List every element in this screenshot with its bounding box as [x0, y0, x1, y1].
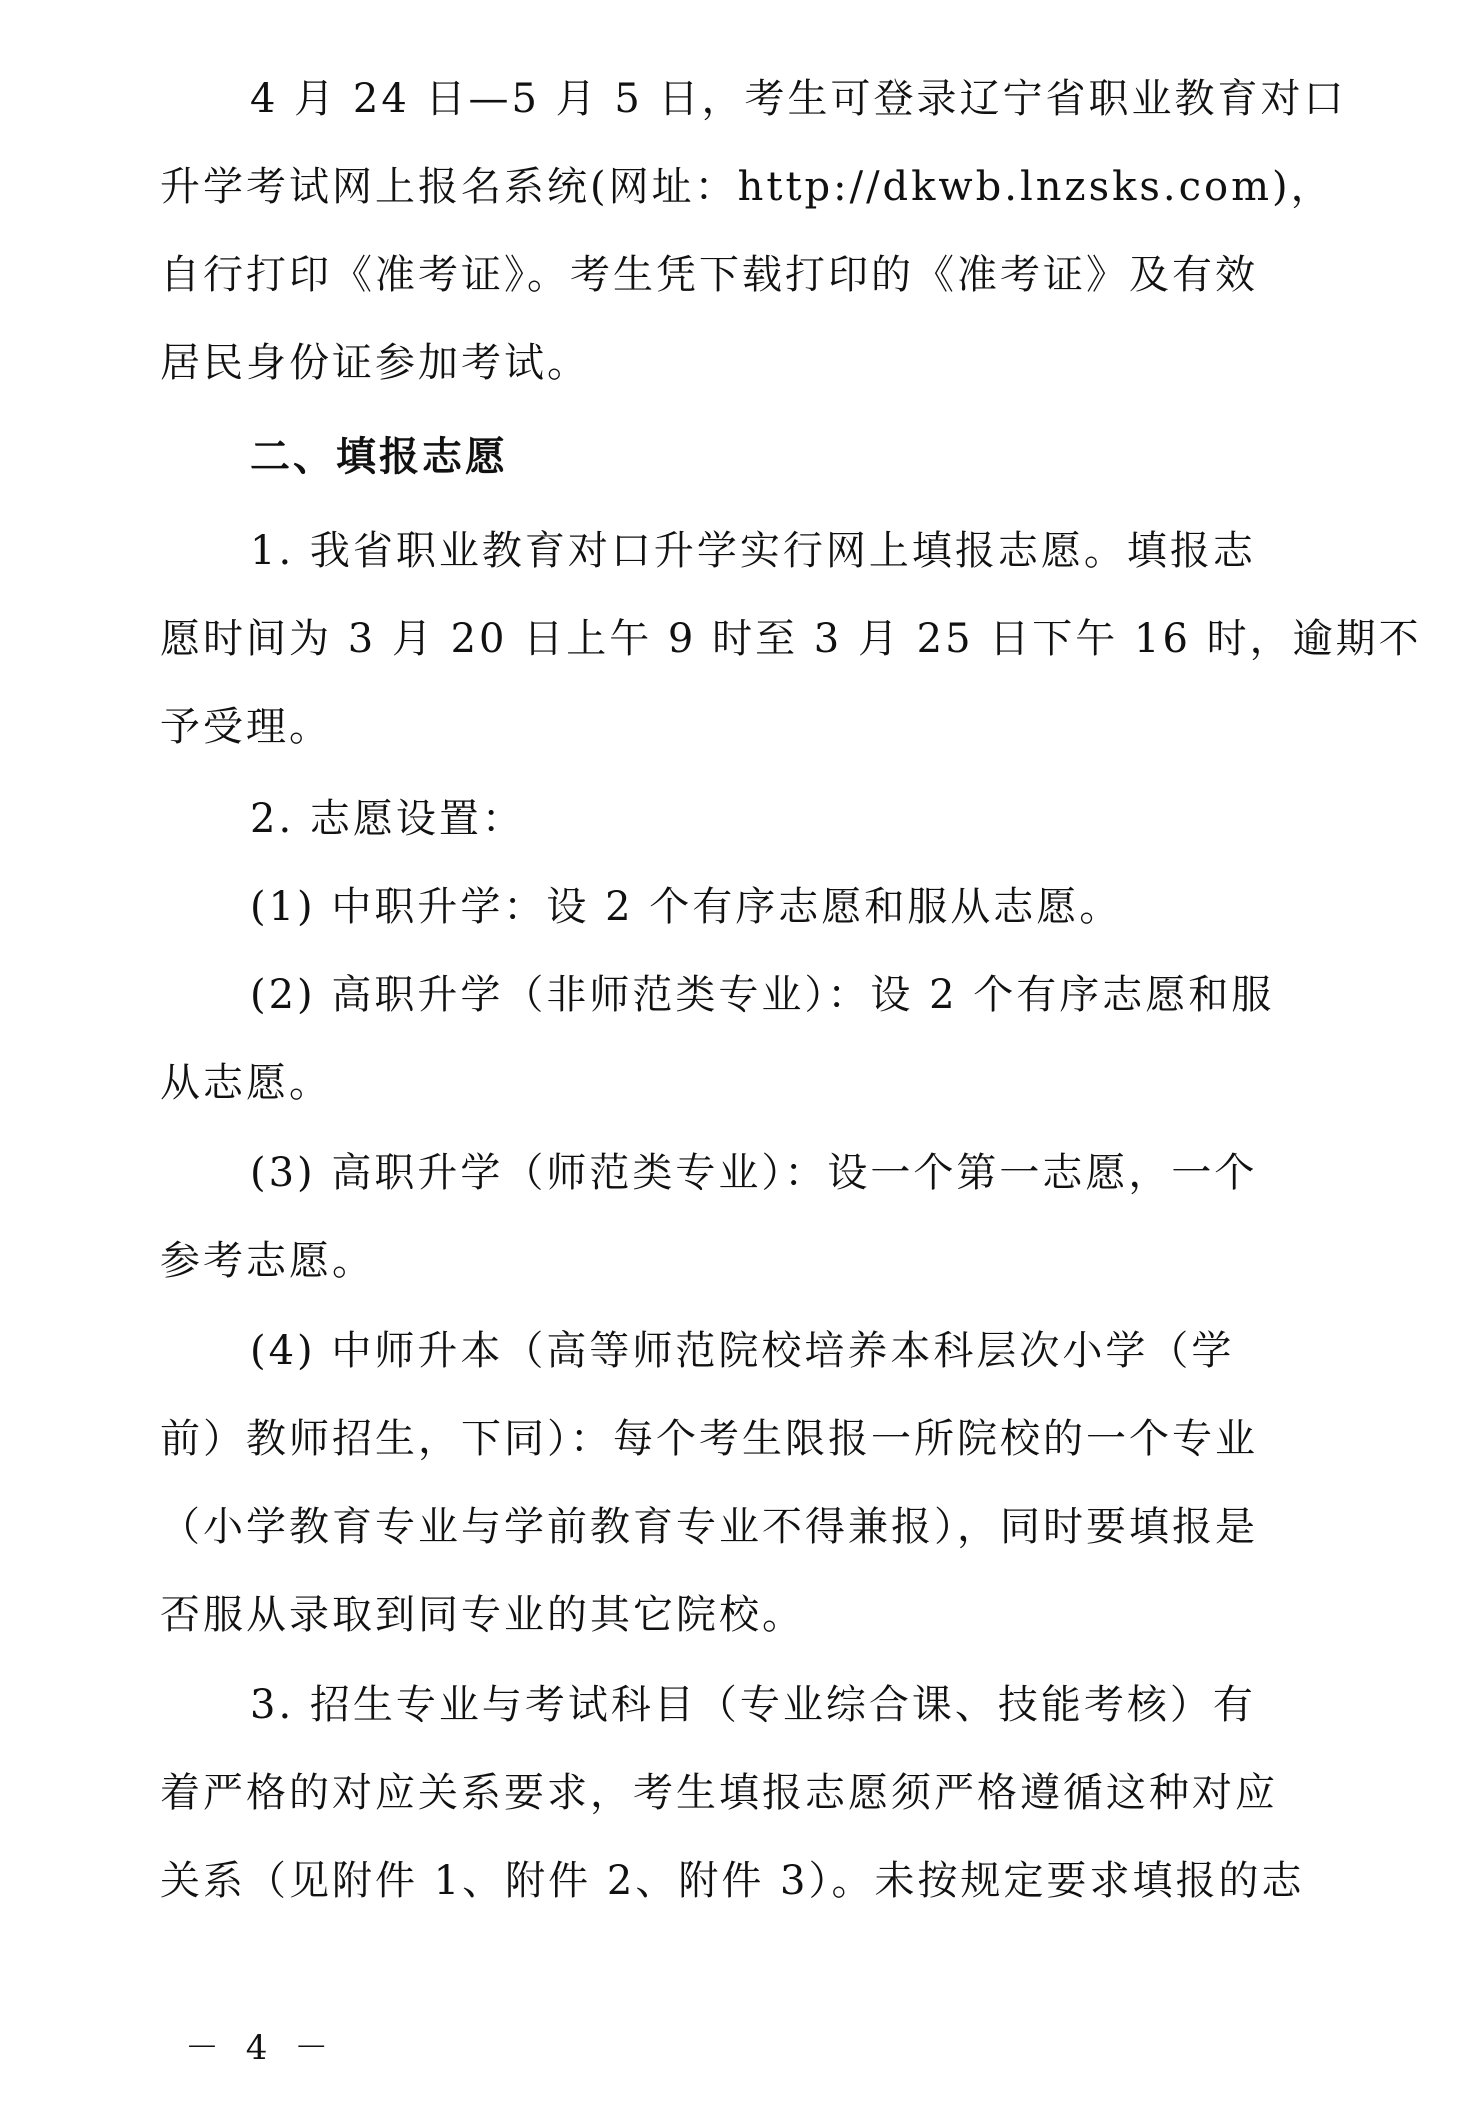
paragraph-line-17: （小学教育专业与学前教育专业不得兼报），同时要填报是	[160, 1504, 1258, 1550]
paragraph-line-1: 4 月 24 日—5 月 5 日，考生可登录辽宁省职业教育对口	[250, 76, 1347, 122]
paragraph-line-11: (2) 高职升学（非师范类专业）：设 2 个有序志愿和服	[250, 972, 1275, 1018]
paragraph-line-6: 1. 我省职业教育对口升学实行网上填报志愿。填报志	[250, 528, 1256, 574]
paragraph-line-13: (3) 高职升学（师范类专业）：设一个第一志愿，一个	[250, 1150, 1258, 1196]
paragraph-line-10: (1) 中职升学：设 2 个有序志愿和服从志愿。	[250, 884, 1123, 930]
paragraph-line-14: 参考志愿。	[160, 1238, 375, 1284]
paragraph-line-2: 升学考试网上报名系统(网址：http://dkwb.lnzsks.com)，	[160, 164, 1334, 210]
paragraph-line-20: 着严格的对应关系要求，考生填报志愿须严格遵循这种对应	[160, 1770, 1278, 1816]
paragraph-line-12: 从志愿。	[160, 1060, 332, 1106]
paragraph-line-21: 关系（见附件 1、附件 2、附件 3）。未按规定要求填报的志	[160, 1858, 1305, 1904]
paragraph-line-18: 否服从录取到同专业的其它院校。	[160, 1592, 805, 1638]
page-number: － 4 －	[185, 2028, 337, 2068]
paragraph-line-15: (4) 中师升本（高等师范院校培养本科层次小学（学	[250, 1328, 1235, 1374]
paragraph-line-19: 3. 招生专业与考试科目（专业综合课、技能考核）有	[250, 1682, 1256, 1728]
paragraph-line-8: 予受理。	[160, 704, 332, 750]
paragraph-line-16: 前）教师招生，下同）：每个考生限报一所院校的一个专业	[160, 1416, 1258, 1462]
paragraph-line-7: 愿时间为 3 月 20 日上午 9 时至 3 月 25 日下午 16 时，逾期不	[160, 616, 1422, 662]
section-heading: 二、填报志愿	[250, 434, 508, 480]
paragraph-line-3: 自行打印《准考证》。考生凭下载打印的《准考证》及有效	[160, 252, 1258, 298]
paragraph-line-4: 居民身份证参加考试。	[160, 340, 590, 386]
paragraph-line-9: 2. 志愿设置：	[250, 796, 525, 842]
